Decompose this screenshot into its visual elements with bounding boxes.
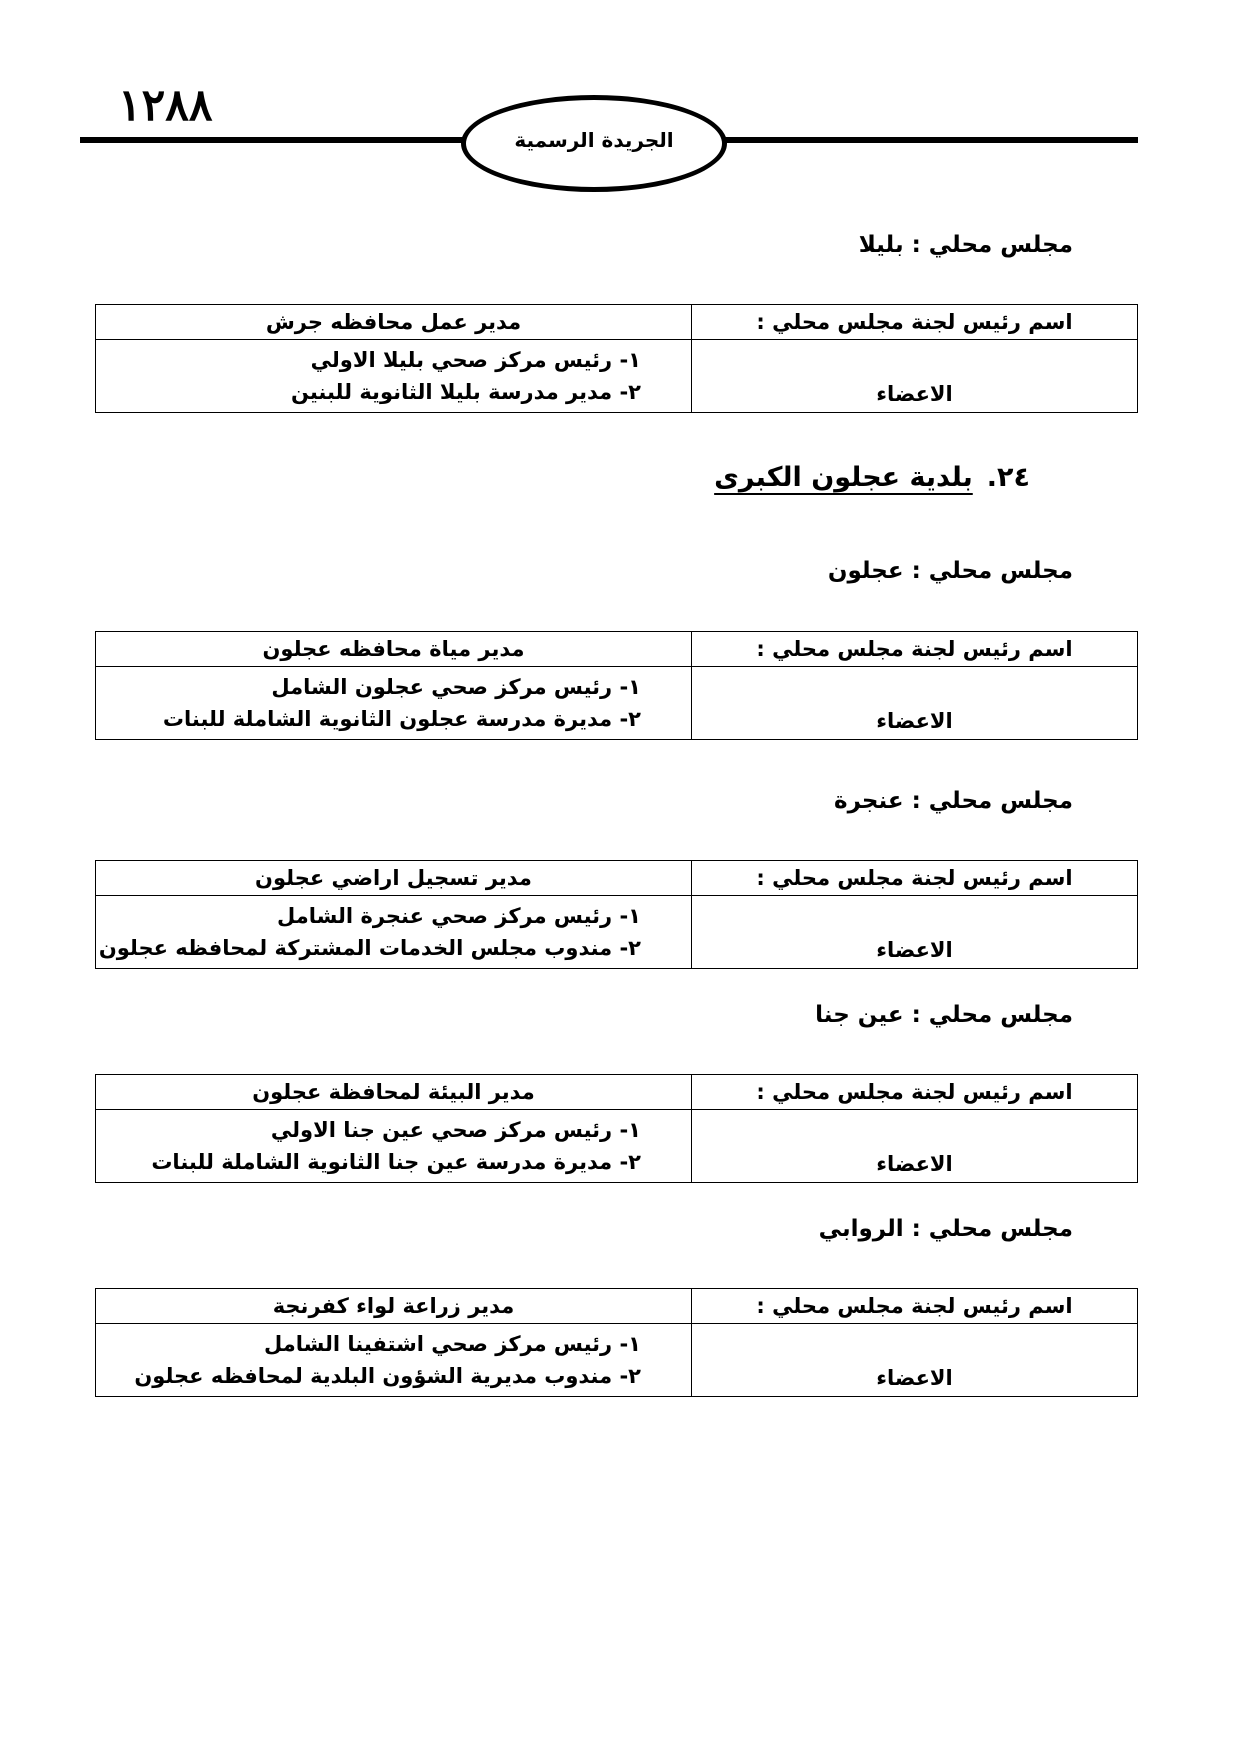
member-item: ١- رئيس مركز صحي عجلون الشامل xyxy=(271,675,641,699)
chair-label: اسم رئيس لجنة مجلس محلي : xyxy=(692,305,1138,340)
chair-label: اسم رئيس لجنة مجلس محلي : xyxy=(692,1289,1138,1324)
chair-row xyxy=(96,1075,1138,1110)
section-number: ٢٤. xyxy=(986,462,1030,493)
members-label: الاعضاء xyxy=(692,1110,1138,1183)
council-table xyxy=(95,1288,1138,1397)
gazette-name: الجريدة الرسمية xyxy=(514,127,674,152)
members-row xyxy=(96,1324,1138,1397)
page-number: ١٢٨٨ xyxy=(118,80,213,131)
chair-name: مدير عمل محافظه جرش xyxy=(96,305,692,340)
members-label: الاعضاء xyxy=(692,1324,1138,1397)
council-title: مجلس محلي : عجلون xyxy=(827,558,1073,584)
council-title: مجلس محلي : عين جنا xyxy=(815,1002,1073,1028)
chair-label: اسم رئيس لجنة مجلس محلي : xyxy=(692,1075,1138,1110)
chair-name: مدير تسجيل اراضي عجلون xyxy=(96,861,692,896)
members-list xyxy=(96,340,692,413)
members-row xyxy=(96,667,1138,740)
member-item: ٢- مديرة مدرسة عجلون الثانوية الشاملة للبنات xyxy=(162,707,641,731)
members-label: الاعضاء xyxy=(692,340,1138,413)
chair-name: مدير زراعة لواء كفرنجة xyxy=(96,1289,692,1324)
chair-row xyxy=(96,632,1138,667)
member-item: ٢- مندوب مديرية الشؤون البلدية لمحافظه عجلون xyxy=(134,1364,641,1388)
section-name: بلدية عجلون الكبرى xyxy=(714,462,973,493)
member-item: ١- رئيس مركز صحي عين جنا الاولي xyxy=(270,1118,641,1142)
members-list xyxy=(96,667,692,740)
member-item: ٢- مديرة مدرسة عين جنا الثانوية الشاملة للبنات xyxy=(151,1150,641,1174)
members-row xyxy=(96,340,1138,413)
members-list xyxy=(96,896,692,969)
chair-row xyxy=(96,861,1138,896)
members-list xyxy=(96,1324,692,1397)
council-table xyxy=(95,304,1138,413)
gazette-oval xyxy=(461,95,727,192)
section-heading xyxy=(714,462,1030,493)
chair-label: اسم رئيس لجنة مجلس محلي : xyxy=(692,632,1138,667)
members-list xyxy=(96,1110,692,1183)
chair-row xyxy=(96,1289,1138,1324)
chair-name: مدير مياة محافظه عجلون xyxy=(96,632,692,667)
member-item: ١- رئيس مركز صحي اشتفينا الشامل xyxy=(264,1332,641,1356)
members-label: الاعضاء xyxy=(692,667,1138,740)
member-item: ٢- مدير مدرسة بليلا الثانوية للبنين xyxy=(290,380,641,404)
council-table xyxy=(95,631,1138,740)
council-title: مجلس محلي : عنجرة xyxy=(834,788,1073,814)
council-table xyxy=(95,860,1138,969)
council-table xyxy=(95,1074,1138,1183)
members-row xyxy=(96,896,1138,969)
council-title: مجلس محلي : بليلا xyxy=(858,232,1073,258)
members-label: الاعضاء xyxy=(692,896,1138,969)
member-item: ١- رئيس مركز صحي عنجرة الشامل xyxy=(277,904,641,928)
chair-row xyxy=(96,305,1138,340)
chair-label: اسم رئيس لجنة مجلس محلي : xyxy=(692,861,1138,896)
council-title: مجلس محلي : الروابي xyxy=(818,1216,1073,1242)
members-row xyxy=(96,1110,1138,1183)
member-item: ١- رئيس مركز صحي بليلا الاولي xyxy=(310,348,641,372)
chair-name: مدير البيئة لمحافظة عجلون xyxy=(96,1075,692,1110)
member-item: ٢- مندوب مجلس الخدمات المشتركة لمحافظه عجلون xyxy=(98,936,641,960)
